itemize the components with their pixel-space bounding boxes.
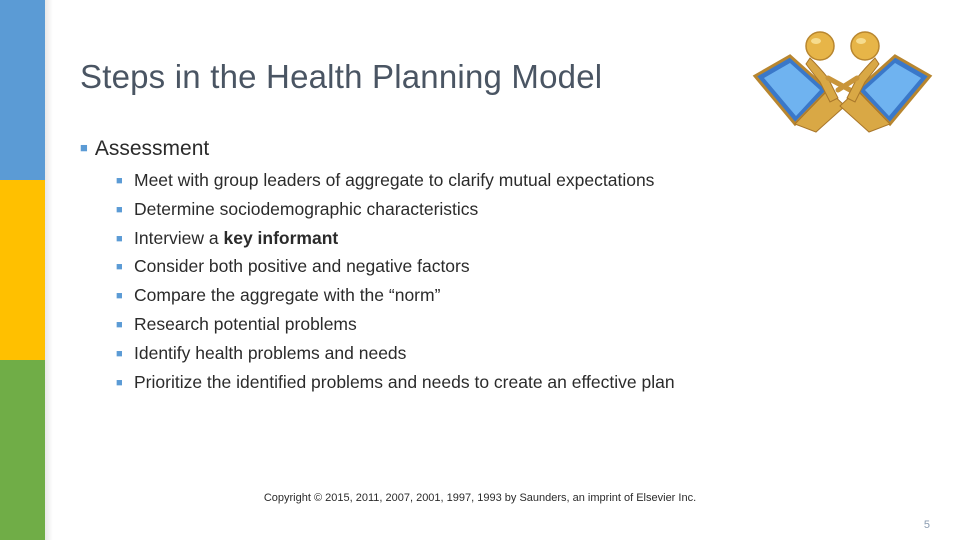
- list-item: ■ Consider both positive and negative factors: [116, 254, 675, 283]
- square-bullet-icon: ■: [116, 232, 123, 245]
- square-bullet-icon: ■: [80, 140, 88, 155]
- list-item: ■ Compare the aggregate with the “norm”: [116, 283, 675, 312]
- two-figures-with-laptops-icon: [750, 28, 935, 138]
- list-item: ■ Interview a key informant: [116, 226, 675, 255]
- list-item: ■ Identify health problems and needs: [116, 341, 675, 370]
- list-item: ■ Meet with group leaders of aggregate to clarify mutual expectations: [116, 168, 675, 197]
- side-bar-yellow-segment: [0, 180, 45, 360]
- square-bullet-icon: ■: [116, 318, 123, 331]
- assessment-label: Assessment: [94, 137, 210, 160]
- square-bullet-icon: ■: [116, 347, 123, 360]
- side-bar-blue-segment: [0, 0, 45, 180]
- key-informant-emphasis: key informant: [223, 227, 339, 248]
- slide-title: Steps in the Health Planning Model: [80, 58, 603, 95]
- list-item: ■ Prioritize the identified problems and needs to create an effective plan: [116, 370, 675, 399]
- assessment-steps-list: [116, 168, 675, 398]
- page-number: 5: [923, 519, 930, 531]
- square-bullet-icon: ■: [116, 175, 123, 187]
- side-bar-shadow: [45, 0, 53, 540]
- list-item: ■ Research potential problems: [116, 312, 675, 341]
- assessment-bullet: [80, 137, 209, 161]
- square-bullet-icon: ■: [116, 376, 123, 389]
- copyright-notice: Copyright © 2015, 2011, 2007, 2001, 1997, 1993 by Saunders, an imprint of Elsevier Inc.: [263, 492, 697, 504]
- square-bullet-icon: ■: [116, 261, 123, 274]
- side-color-bar: [0, 0, 45, 540]
- side-bar-green-segment: [0, 360, 45, 540]
- square-bullet-icon: ■: [116, 203, 123, 216]
- list-item: ■ Determine sociodemographic characteristics: [116, 197, 675, 226]
- square-bullet-icon: ■: [116, 290, 123, 303]
